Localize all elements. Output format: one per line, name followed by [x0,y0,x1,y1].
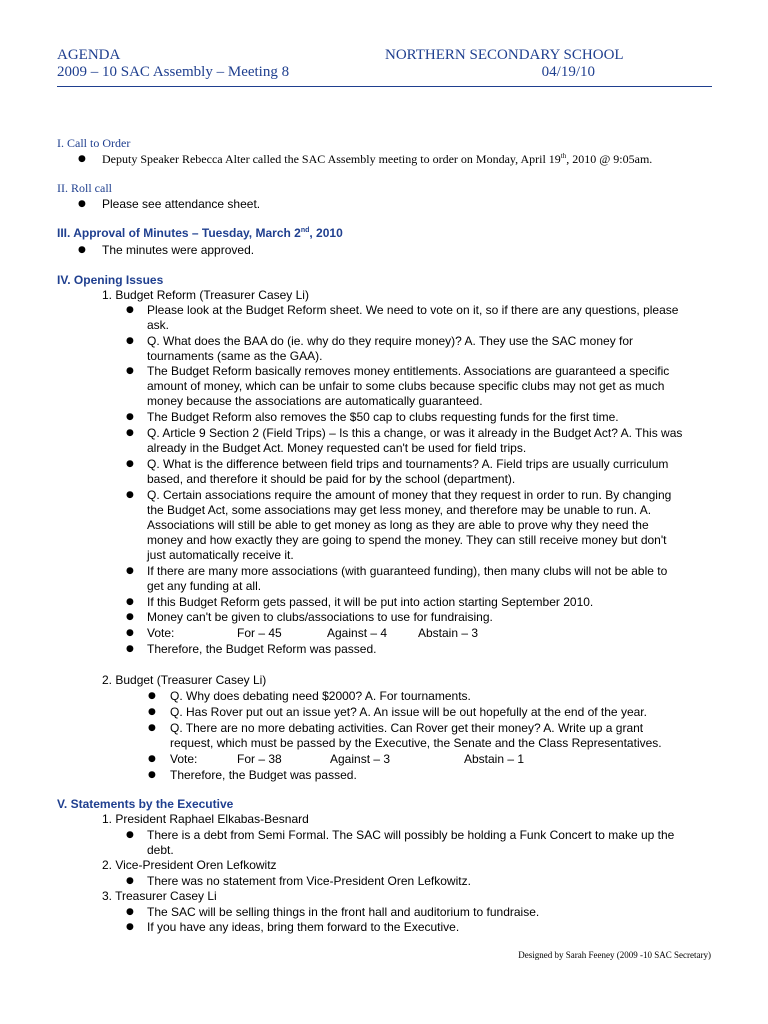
reform-line: just automatically receive it. [147,548,294,562]
budget-line: Q. Why does debating need $2000? A. For tournaments. [170,689,471,703]
call-to-order-text: Deputy Speaker Rebecca Alter called the SAC Assembly meeting to order on Monday, April 19th, 2010 @ 9:05am. [102,152,653,166]
bullet: ● [148,707,156,717]
header-date: 04/19/10 [541,64,595,80]
header-rule [57,86,712,87]
header-left [57,47,289,81]
bullet: ● [126,628,134,638]
section-title-opening-issues: IV. Opening Issues [57,273,164,287]
bullet: ● [78,199,86,209]
section-title-roll-call: II. Roll call [57,181,112,195]
reform-line: Associations will still be able to get money as long as they are able to prove why they need the [147,518,649,532]
vice-president-line: There was no statement from Vice-President Oren Lefkowitz. [147,874,471,888]
vote2-label: Vote: [170,752,198,766]
bullet: ● [126,566,134,576]
header-right [385,47,640,81]
reform-line: already in the Budget Act. Money requested can't be used for field trips. [147,441,527,455]
bullet: ● [148,691,156,701]
vote1-label: Vote: [147,626,175,640]
budget-line: Q. There are no more debating activities. Can Rover get their money? A. Write up a grant [170,721,644,735]
vote1-against: Against – 4 [327,626,388,640]
president-line: debt. [147,843,174,857]
bullet: ● [126,490,134,500]
section-title-statements: V. Statements by the Executive [57,797,234,811]
bullet: ● [78,245,86,255]
budget-result: Therefore, the Budget was passed. [170,768,357,782]
reform-line: The Budget Reform basically removes money entitlements. Associations are guaranteed a specific [147,364,670,378]
header-agenda: AGENDA [57,47,121,63]
vote1-for: For – 45 [237,626,282,640]
opening-item-budget-reform: 1. Budget Reform (Treasurer Casey Li) [102,288,309,302]
reform-line: tournaments (same as the GAA). [147,349,323,363]
reform-line: the Budget Act, some associations may get less money, and therefore may be unable to run. A. [147,503,652,517]
reform-line: money because the associations are automatically guaranteed. [147,394,483,408]
bullet: ● [126,305,134,315]
roll-call-text: Please see attendance sheet. [102,197,261,211]
bullet: ● [126,366,134,376]
budget-line: Q. Has Rover put out an issue yet? A. An issue will be out hopefully at the end of the year. [170,705,647,719]
reform-result: Therefore, the Budget Reform was passed. [147,642,377,656]
vote2-for: For – 38 [237,752,282,766]
bullet: ● [78,154,86,164]
bullet: ● [126,876,134,886]
treasurer-line: The SAC will be selling things in the front hall and auditorium to fundraise. [147,905,540,919]
bullet: ● [126,597,134,607]
approval-text: The minutes were approved. [102,243,255,257]
bullet: ● [126,830,134,840]
section-title-approval-minutes: III. Approval of Minutes – Tuesday, March 2nd, 2010 [57,226,343,240]
bullet: ● [148,770,156,780]
opening-item-budget: 2. Budget (Treasurer Casey Li) [102,673,267,687]
exec-item-president: 1. President Raphael Elkabas-Besnard [102,812,309,826]
reform-line: Q. What does the BAA do (ie. why do they require money)? A. They use the SAC money for [147,334,634,348]
reform-line: Money can't be given to clubs/associations to use for fundraising. [147,610,493,624]
bullet: ● [126,612,134,622]
reform-line: get any funding at all. [147,579,262,593]
bullet: ● [126,907,134,917]
bullet: ● [126,459,134,469]
exec-item-vice-president: 2. Vice-President Oren Lefkowitz [102,858,277,872]
reform-line: money and how exactly they are going to spend the money. They can still receive money but don't [147,533,667,547]
bullet: ● [126,644,134,654]
exec-item-treasurer: 3. Treasurer Casey Li [102,889,217,903]
reform-line: Please look at the Budget Reform sheet. We need to vote on it, so if there are any questions, please [147,303,679,317]
reform-line: If there are many more associations (with guaranteed funding), then many clubs will not be able to [147,564,668,578]
vote2-abstain: Abstain – 1 [464,752,525,766]
section-title-call-to-order: I. Call to Order [57,136,131,150]
bullet: ● [126,412,134,422]
budget-line: request, which must be passed by the Executive, the Senate and the Class Representatives. [170,736,662,750]
header-meeting: 2009 – 10 SAC Assembly – Meeting 8 [57,64,290,80]
reform-line: Q. Article 9 Section 2 (Field Trips) – Is this a change, or was it already in the Budget Act? A. This was [147,426,683,440]
president-line: There is a debt from Semi Formal. The SAC will possibly be holding a Funk Concert to make up the [147,828,675,842]
footer-credit: Designed by Sarah Feeney (2009 -10 SAC Secretary) [518,950,711,960]
bullet: ● [148,754,156,764]
reform-line: Q. Certain associations require the amount of money that they request in order to run. By changing [147,488,672,502]
reform-line: based, and therefore it should be paid for by the school (department). [147,472,516,486]
bullet: ● [148,723,156,733]
reform-line: amount of money, which can be unfair to some clubs because specific clubs may not get as much [147,379,665,393]
header-school: NORTHERN SECONDARY SCHOOL [385,47,624,63]
bullet: ● [126,336,134,346]
reform-line: ask. [147,318,170,332]
treasurer-line: If you have any ideas, bring them forward to the Executive. [147,920,460,934]
reform-line: Q. What is the difference between field trips and tournaments? A. Field trips are usually curriculum [147,457,669,471]
vote1-abstain: Abstain – 3 [418,626,479,640]
bullet: ● [126,428,134,438]
reform-line: If this Budget Reform gets passed, it will be put into action starting September 2010. [147,595,594,609]
bullet: ● [126,922,134,932]
reform-line: The Budget Reform also removes the $50 cap to clubs requesting funds for the first time. [147,410,619,424]
vote2-against: Against – 3 [330,752,391,766]
